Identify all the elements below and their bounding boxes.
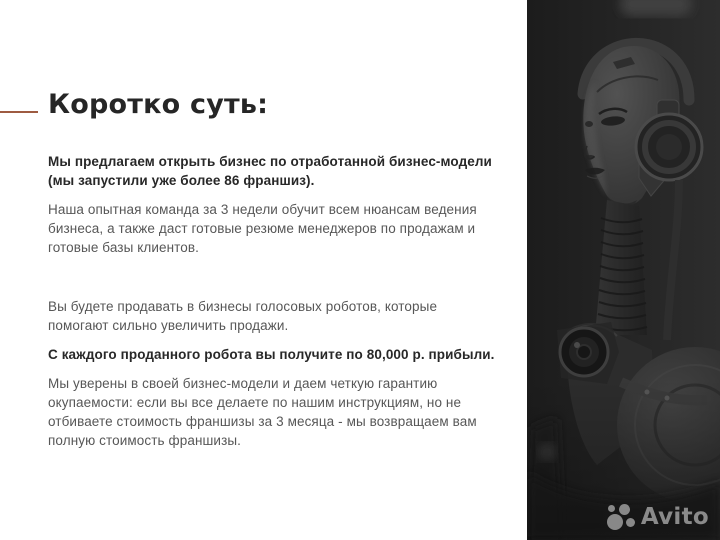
slide-body bbox=[48, 152, 500, 460]
paragraph-product: Вы будете продавать в бизнесы голосовых роботов, которые помогают сильно увеличить продажи. bbox=[48, 299, 438, 333]
avito-logo-icon bbox=[607, 504, 636, 531]
page-title: Коротко суть: bbox=[48, 89, 269, 120]
paragraph-guarantee: Мы уверены в своей бизнес-модели и даем четкую гарантию окупаемости: если вы все делаете по нашим инструкциям, но не отбиваете стоимость франшизы за 3 месяца - мы возвращаем вам полную стоимость франшизы. bbox=[48, 376, 477, 448]
cyborg-woman-image bbox=[527, 0, 720, 540]
paragraph-offer: Мы предлагаем открыть бизнес по отработанной бизнес-модели (мы запустили уже более 86 франшиз). bbox=[48, 154, 492, 188]
paragraph-training: Наша опытная команда за 3 недели обучит всем нюансам ведения бизнеса, а также даст готовые резюме менеджеров по продажам и готовые базы клиентов. bbox=[48, 202, 477, 255]
paragraph-profit: С каждого проданного робота вы получите по 80,000 р. прибыли. bbox=[48, 347, 495, 362]
cyborg-woman-illustration bbox=[527, 0, 720, 540]
avito-wordmark: Avito bbox=[640, 504, 709, 530]
title-accent-line bbox=[0, 111, 38, 113]
avito-watermark bbox=[607, 504, 709, 531]
